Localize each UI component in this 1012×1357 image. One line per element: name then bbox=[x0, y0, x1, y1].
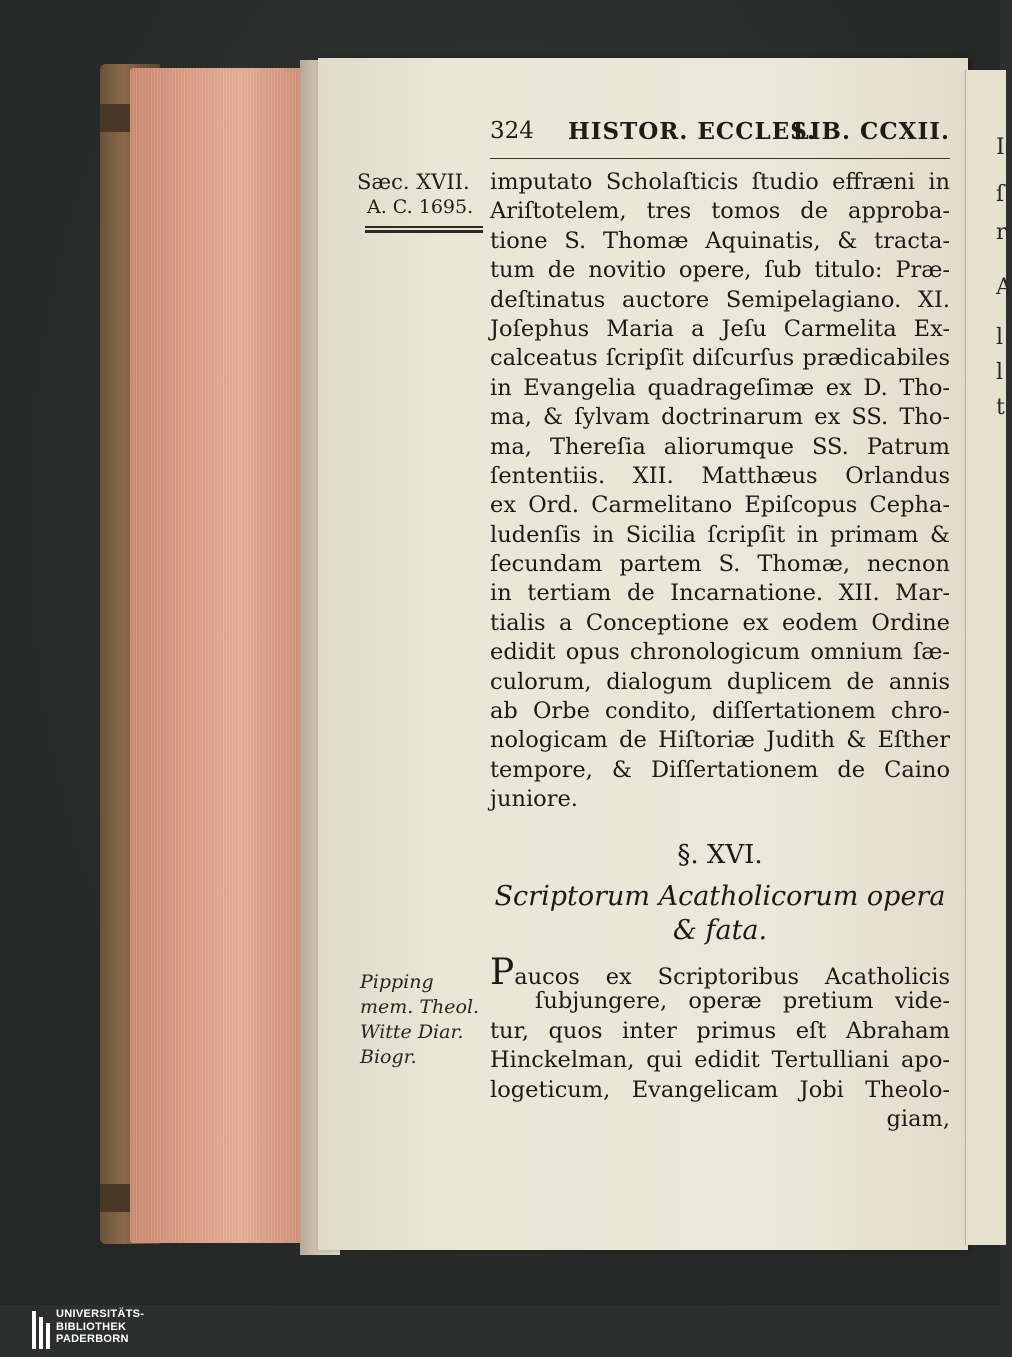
text-line: calceatus ſcripſit diſcurſus prædicabiles bbox=[490, 345, 950, 372]
text-line: in Evangelia quadrageſimæ ex D. Tho- bbox=[490, 374, 950, 401]
library-footer bbox=[0, 1305, 1000, 1357]
next-page-char: I bbox=[996, 135, 1005, 160]
library-name bbox=[56, 1308, 144, 1346]
drop-cap: P bbox=[490, 952, 515, 993]
next-page-char: l bbox=[996, 360, 1004, 385]
section-title-line: Scriptorum Acatholicorum opera bbox=[494, 881, 946, 912]
section-body bbox=[490, 952, 950, 1134]
text-line bbox=[490, 952, 950, 993]
text-line: ma, & ſylvam doctrinarum ex SS. Tho- bbox=[490, 404, 950, 431]
text-line: tempore, & Diſſertationem de Caino bbox=[490, 756, 950, 783]
citation-line: Biogr. bbox=[360, 1046, 417, 1068]
text-line: imputato Scholaſticis ſtudio effræni in bbox=[490, 169, 950, 195]
library-name-line: PADERBORN bbox=[56, 1333, 129, 1345]
text-line: ſubjungere, operæ pretium vide- bbox=[535, 988, 950, 1015]
text-line: nologicam de Hiſtoriæ Judith & Eſther bbox=[490, 727, 950, 754]
page-edges bbox=[130, 68, 315, 1243]
library-name-line: UNIVERSITÄTS- bbox=[56, 1308, 145, 1320]
next-page-char: t bbox=[996, 395, 1005, 420]
library-name-line: BIBLIOTHEK bbox=[56, 1320, 127, 1333]
catchword: giam, bbox=[886, 1105, 950, 1132]
page-number: 324 bbox=[490, 118, 534, 144]
text-line: ex Ord. Carmelitano Epiſcopus Cepha- bbox=[490, 492, 950, 519]
text-line: tialis a Conceptione ex eodem Ordine bbox=[490, 609, 950, 636]
margin-citation bbox=[360, 970, 490, 1070]
section-title bbox=[490, 880, 950, 948]
section-title-line: & fata. bbox=[672, 915, 768, 946]
next-page-char: ſ bbox=[996, 182, 1005, 207]
book-label: LIB. CCXII. bbox=[792, 118, 950, 145]
citation-line: Pipping bbox=[360, 971, 434, 993]
section-number: §. XVI. bbox=[677, 840, 763, 870]
text-line: tione S. Thomæ Aquinatis, & tracta- bbox=[490, 227, 950, 254]
text-line: ludenſis in Sicilia ſcripſit in primam & bbox=[490, 521, 950, 548]
text-line: edidit opus chronologicum omnium ſæ- bbox=[490, 639, 950, 666]
text-line: in tertiam de Incarnatione. XII. Mar- bbox=[490, 580, 950, 607]
text-line: ab Orbe condito, diſſertationem chro- bbox=[490, 698, 950, 725]
text-line: culorum, dialogum duplicem de annis bbox=[490, 668, 950, 695]
library-logo-icon bbox=[32, 1311, 50, 1349]
text-line: ma, Thereſia aliorumque SS. Patrum bbox=[490, 433, 950, 460]
text-line-rest: aucos ex Scriptoribus Acatholicis bbox=[514, 964, 950, 990]
body-text bbox=[490, 168, 950, 815]
running-head bbox=[490, 118, 950, 158]
text-line: tur, quos inter primus eſt Abraham bbox=[490, 1017, 950, 1044]
margin-rule bbox=[365, 226, 483, 233]
text-line: Ariſtotelem, tres tomos de approba- bbox=[490, 198, 950, 225]
text-line: Hinckelman, qui edidit Tertulliani apo- bbox=[490, 1047, 950, 1074]
text-line: ſententiis. XII. Matthæus Orlandus bbox=[490, 462, 950, 489]
text-line: deſtinatus auctore Semipelagiano. XI. bbox=[490, 286, 950, 313]
citation-line: mem. Theol. bbox=[360, 996, 480, 1018]
citation-line: Witte Diar. bbox=[360, 1021, 464, 1043]
margin-anno: A. C. 1695. bbox=[367, 196, 474, 218]
next-page-char: A bbox=[996, 275, 1012, 300]
running-title: HISTOR. ECCLES. bbox=[568, 118, 817, 145]
text-line: Joſephus Maria a Jeſu Carmelita Ex- bbox=[490, 315, 950, 342]
margin-saeculum: Sæc. XVII. bbox=[357, 170, 470, 194]
next-page-edge bbox=[965, 70, 1012, 1245]
text-line: ſecundam partem S. Thomæ, necnon bbox=[490, 551, 950, 578]
next-page-char: r bbox=[996, 220, 1007, 245]
text-line: juniore. bbox=[490, 786, 578, 813]
text-line: logeticum, Evangelicam Jobi Theolo- bbox=[490, 1076, 950, 1103]
head-rule bbox=[490, 158, 950, 159]
next-page-char: l bbox=[996, 325, 1004, 350]
text-line: tum de novitio opere, ſub titulo: Præ- bbox=[490, 257, 950, 284]
